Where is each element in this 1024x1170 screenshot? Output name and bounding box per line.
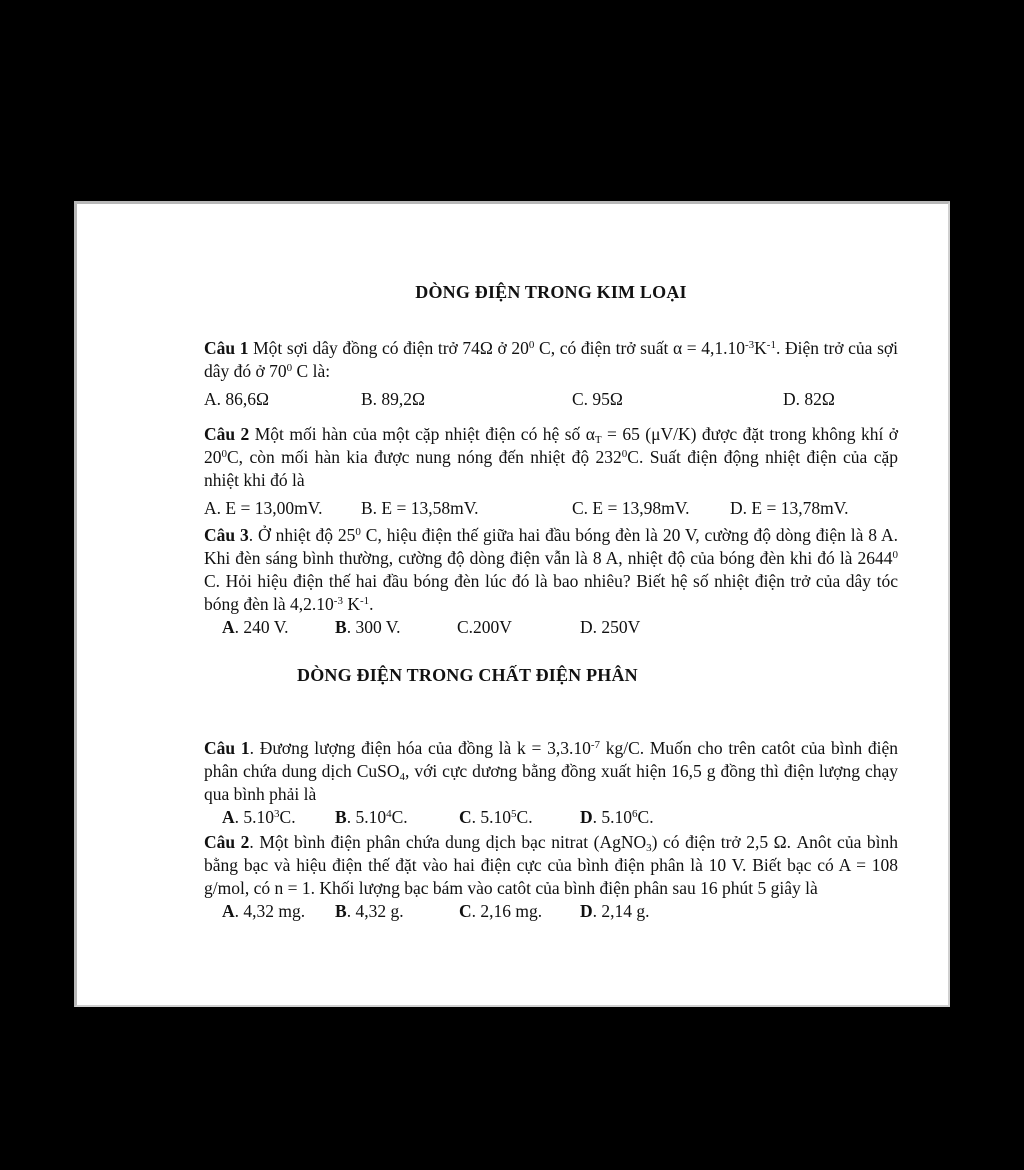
question-2-metals	[204, 423, 898, 520]
option-text: . 2,14 g.	[592, 901, 650, 921]
question-label: Câu 1	[204, 738, 250, 758]
option-text: C.	[637, 807, 654, 827]
superscript: 3	[274, 808, 280, 820]
option-text: . 4,32 g.	[346, 901, 404, 921]
question-1-electrolytes	[204, 737, 898, 829]
text-run: . Đương lượng điện hóa của đồng là k = 3,3.10	[249, 738, 591, 758]
option-text: . 5.10	[346, 807, 387, 827]
option-text: C.	[516, 807, 533, 827]
question-text	[204, 337, 898, 383]
text-run: kg/C. Muốn cho trên catôt của bình điện phân chứa dung dịch CuSO	[204, 738, 898, 781]
option-a: A. E = 13,00mV.	[204, 498, 323, 518]
superscript: 4	[386, 808, 392, 820]
answer-options	[204, 806, 898, 829]
question-label: Câu 2	[204, 832, 250, 852]
option-text: . 5.10	[471, 807, 512, 827]
option-letter: A	[222, 807, 235, 827]
option-text: . 5.10	[234, 807, 275, 827]
section-title-electrolytes: DÒNG ĐIỆN TRONG CHẤT ĐIỆN PHÂN	[297, 665, 638, 685]
option-text: C.200V	[457, 617, 512, 637]
option-text: . 300 V.	[346, 617, 401, 637]
question-text	[204, 423, 898, 492]
answer-options	[204, 616, 898, 639]
question-label: Câu 2	[204, 424, 250, 444]
superscript: 0	[355, 526, 361, 538]
option-c	[457, 616, 580, 639]
text-run: . Ở nhiệt độ 25	[248, 525, 356, 545]
superscript: -7	[590, 739, 600, 751]
text-run: .	[369, 594, 374, 614]
option-letter: B	[335, 901, 347, 921]
superscript: -1	[766, 339, 776, 351]
option-a	[222, 806, 335, 829]
text-run: Một mối hàn của một cặp nhiệt điện có hệ số α	[249, 424, 595, 444]
question-1-metals	[204, 337, 898, 411]
option-letter: A	[222, 617, 235, 637]
answer-options	[204, 388, 898, 411]
option-letter: C	[459, 807, 472, 827]
option-text: . 2,16 mg.	[471, 901, 543, 921]
option-b	[335, 806, 459, 829]
question-text	[204, 831, 898, 900]
option-b: B. 89,2Ω	[361, 389, 426, 409]
option-c	[459, 900, 580, 923]
answer-options	[204, 497, 898, 520]
option-c: C. 95Ω	[572, 389, 623, 409]
answer-options	[204, 900, 898, 923]
question-3-metals	[204, 524, 898, 639]
option-text: . 4,32 mg.	[234, 901, 306, 921]
superscript: -1	[359, 595, 370, 607]
option-letter: A	[222, 901, 235, 921]
option-d	[580, 616, 640, 639]
text-run: . Điện trở của sợi dây đó ở 70	[204, 338, 898, 381]
option-b	[335, 900, 459, 923]
section-title-metals: DÒNG ĐIỆN TRONG KIM LOẠI	[415, 282, 687, 302]
text-run: , với cực dương bằng đồng xuất hiện 16,5 g đồng thì điện lượng chạy qua bình phải là	[204, 761, 899, 804]
text-run: K	[754, 338, 767, 358]
option-letter: B	[335, 617, 347, 637]
superscript: 0	[528, 339, 535, 351]
option-text: . 240 V.	[234, 617, 289, 637]
superscript: -3	[744, 339, 755, 351]
option-a: A. 86,6Ω	[204, 389, 270, 409]
question-text	[204, 737, 898, 806]
option-text: . 5.10	[592, 807, 633, 827]
text-run: Một sợi dây đồng có điện trở 74Ω ở 20	[248, 338, 529, 358]
question-text	[204, 524, 898, 616]
option-text: C.	[391, 807, 408, 827]
text-run: C, hiệu điện thế giữa hai đầu bóng đèn là 20 V, cường độ dòng điện là 8 A. Khi đèn sáng bình thường, cường độ dòng điện vẫn là 8 A, nhiệt độ của bóng đèn khi đó là 2644	[204, 525, 898, 568]
option-c	[459, 806, 580, 829]
text-run: C, có điện trở suất α = 4,1.10	[534, 338, 745, 358]
option-letter: D	[580, 901, 593, 921]
subscript: 3	[646, 842, 652, 854]
superscript: -3	[333, 595, 343, 607]
text-run: C, còn mối hàn kia được nung nóng đến nhiệt độ 232	[227, 447, 622, 467]
superscript: 0	[286, 362, 293, 374]
text-run: K	[342, 594, 360, 614]
question-label: Câu 1	[204, 338, 249, 358]
superscript: 6	[632, 808, 638, 820]
subscript: T	[594, 434, 602, 446]
option-b: B. E = 13,58mV.	[361, 498, 479, 518]
option-letter: D	[580, 807, 593, 827]
text-run: ) có điện trở 2,5 Ω. Anôt của bình bằng bạc và hiệu điện thế đặt vào hai điện cực của bình điện phân là 10 V. Biết bạc có A = 108 g/mol, có n = 1. Khối lượng bạc bám vào catôt của bình điện phân sau 16 phút 5 giây là	[204, 832, 898, 898]
document-page	[74, 201, 950, 1007]
option-b	[335, 616, 457, 639]
option-a	[222, 900, 335, 923]
subscript: 4	[399, 771, 406, 783]
superscript: 0	[621, 448, 628, 460]
option-letter: B	[335, 807, 347, 827]
option-text: D. 250V	[580, 617, 641, 637]
superscript: 5	[511, 808, 517, 820]
option-a	[222, 616, 335, 639]
superscript: 0	[221, 448, 227, 460]
text-run: C. Suất điện động nhiệt điện của cặp nhiệt khi đó là	[204, 447, 899, 490]
option-d: D. E = 13,78mV.	[730, 498, 849, 518]
text-run: C là:	[292, 361, 331, 381]
option-d	[580, 900, 650, 923]
text-run: C. Hỏi hiệu điện thế hai đầu bóng đèn lúc đó là bao nhiêu? Biết hệ số nhiệt điện trở của dây tóc bóng đèn là 4,2.10	[204, 571, 898, 614]
option-d: D. 82Ω	[783, 389, 835, 409]
option-text: C.	[279, 807, 296, 827]
option-letter: C	[459, 901, 472, 921]
superscript: 0	[892, 549, 898, 561]
text-run: = 65 (μV/K) được đặt trong không khí ở 20	[204, 424, 899, 467]
question-label: Câu 3	[204, 525, 249, 545]
option-c: C. E = 13,98mV.	[572, 498, 690, 518]
option-d	[580, 806, 654, 829]
question-2-electrolytes	[204, 831, 898, 923]
text-run: . Một bình điện phân chứa dung dịch bạc nitrat (AgNO	[249, 832, 647, 852]
